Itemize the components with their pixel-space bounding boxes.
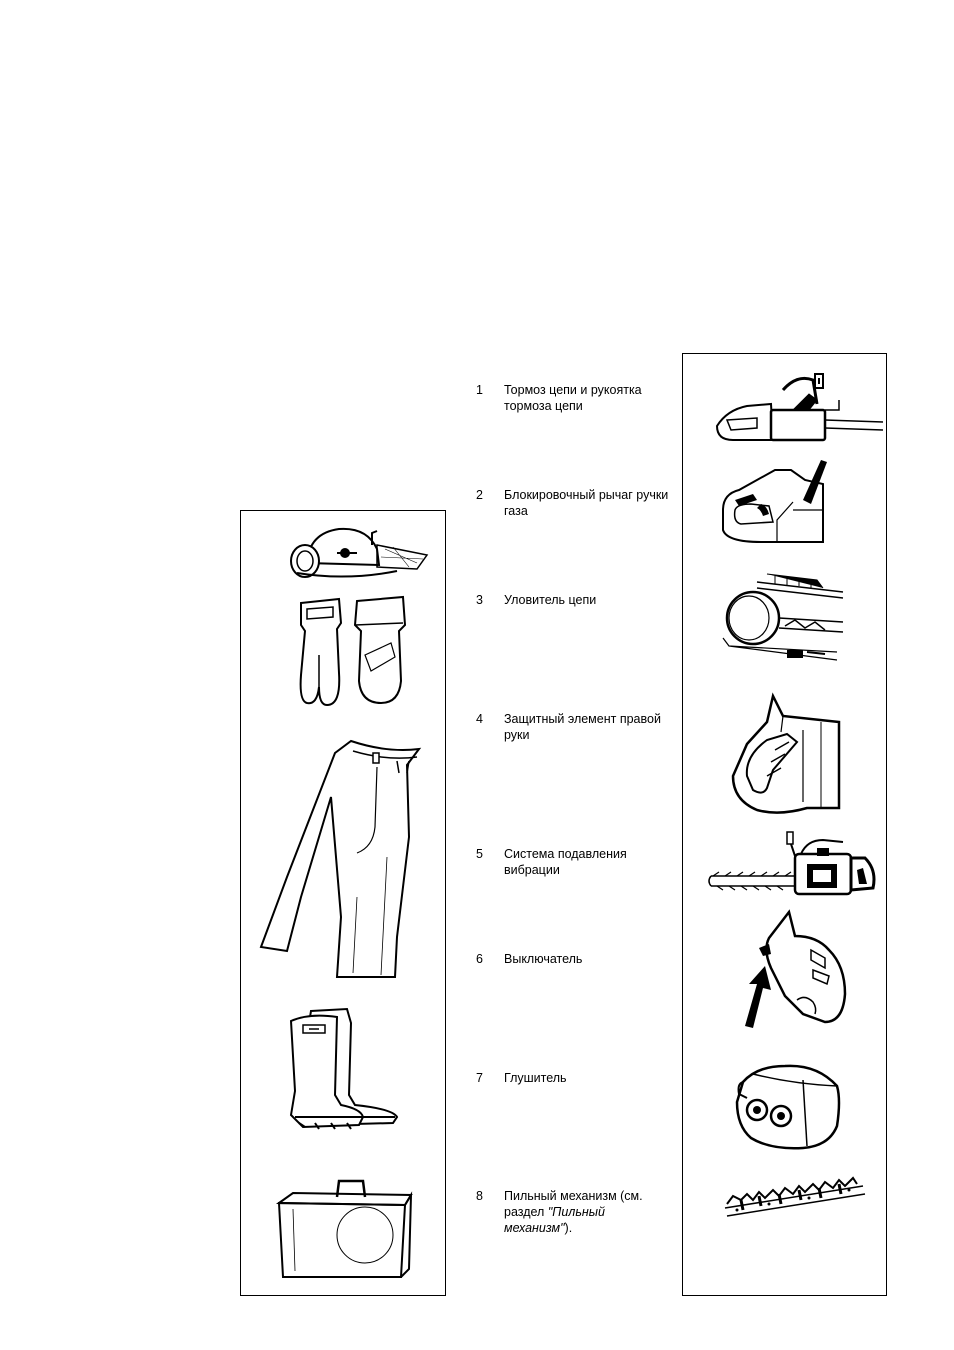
feature-label: Уловитель цепи <box>504 593 597 607</box>
feature-label: Защитный элемент правой руки <box>504 712 661 742</box>
vibration-damping-icon <box>711 830 877 896</box>
feature-number: 7 <box>476 1071 483 1085</box>
helmet-with-earmuffs-icon <box>277 523 427 581</box>
feature-label <box>504 1188 676 1236</box>
stop-switch-icon <box>741 910 851 1030</box>
first-aid-kit-icon <box>275 1173 415 1281</box>
safety-features-panel <box>682 353 887 1296</box>
feature-label-part: Пильный механизм (см. раздел <box>504 1189 643 1219</box>
feature-label: Система подавления вибрации <box>504 847 627 877</box>
feature-label: Блокировочный рычаг ручки газа <box>504 488 669 518</box>
feature-number: 8 <box>476 1189 483 1203</box>
feature-number: 2 <box>476 488 483 502</box>
safety-boots-icon <box>289 1005 401 1131</box>
protective-equipment-panel <box>240 510 446 1296</box>
feature-number: 6 <box>476 952 483 966</box>
feature-number: 4 <box>476 712 483 726</box>
gloves-icon <box>295 595 411 707</box>
chain-brake-icon <box>717 370 883 442</box>
cutting-equipment-icon <box>723 1170 867 1220</box>
feature-number: 5 <box>476 847 483 861</box>
feature-number: 3 <box>476 593 483 607</box>
protective-trousers-icon <box>257 737 427 983</box>
right-hand-guard-icon <box>727 692 843 820</box>
muffler-icon <box>733 1060 843 1152</box>
feature-label: Выключатель <box>504 952 583 966</box>
throttle-lockout-icon <box>717 450 827 546</box>
feature-label: Тормоз цепи и рукоятка тормоза цепи <box>504 383 642 413</box>
feature-label: Глушитель <box>504 1071 567 1085</box>
chain-catcher-icon <box>717 566 843 672</box>
feature-number: 1 <box>476 383 483 397</box>
section-reference: "Пильный механизм" <box>504 1205 605 1235</box>
feature-label-part: ). <box>564 1221 573 1235</box>
